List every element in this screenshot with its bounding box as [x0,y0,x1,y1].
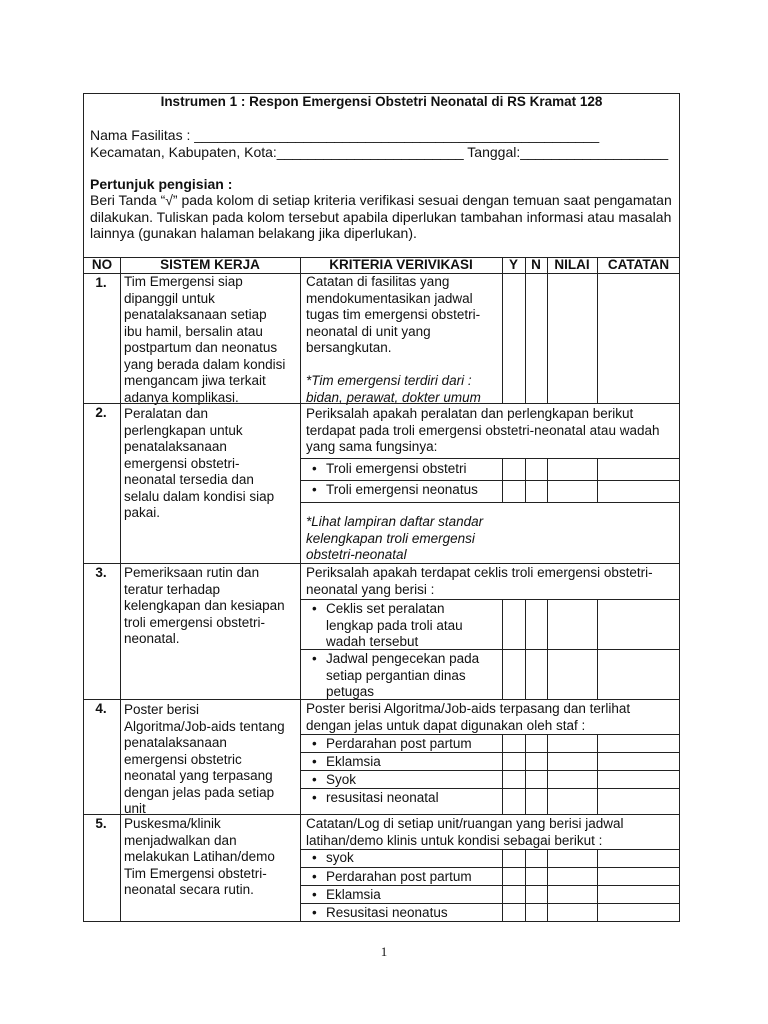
col-divider [525,849,526,922]
header-y: Y [508,257,518,272]
checklist-item: • Syok [300,772,502,789]
kriteria-cell: Catatan di fasilitas yang mendokumentasikan jadwal tugas tim emergensi obstetri- neonatal di unit yang bersangkutan. [306,274,481,355]
sub-row-divider [300,734,680,735]
col-divider [547,458,548,502]
col-divider [597,599,598,699]
kriteria-cell: Periksalah apakah terdapat ceklis troli emergensi obstetri- neonatal yang berisi : [306,565,653,597]
header-kriteria: KRITERIA VERIVIKASI [329,257,473,272]
sub-row-divider [300,649,680,650]
header-no: NO [91,257,113,272]
col-divider [502,599,503,699]
sistem-kerja-cell: Poster berisi Algoritma/Job-aids tentang penatalaksanaan emergensi obstetric neonatal yang terpasang dengan jelas pada setiap unit [124,702,285,816]
kriteria-cell: Poster berisi Algoritma/Job-aids terpasang dan terlihat dengan jelas untuk dapat digunakan oleh staf : [306,701,631,733]
col-divider [547,599,548,699]
col-divider [597,257,598,403]
header-nilai: NILAI [554,257,590,272]
sistem-kerja-cell: Pemeriksaan rutin dan teratur terhadap kelengkapan dan kesiapan troli emergensi obstetri- neonatal. [124,565,285,646]
document-title: Instrumen 1 : Respon Emergensi Obstetri Neonatal di RS Kramat 128 [160,94,603,109]
row-divider [84,814,680,815]
col-divider [547,849,548,922]
checklist-item: • Eklamsia [300,754,502,771]
row-divider [84,403,680,404]
petunjuk-heading: Pertunjuk pengisian : [90,176,233,192]
row-number: 2. [95,405,107,420]
sistem-kerja-cell: Puskesma/klinik menjadwalkan dan melakukan Latihan/demo Tim Emergensi obstetri- neonatal secara rutin. [124,816,275,897]
nama-fasilitas-field: Nama Fasilitas : ____________________________________________________ [90,127,600,143]
header-sistem-kerja: SISTEM KERJA [160,257,260,272]
col-divider [525,458,526,502]
petunjuk-line: dilakukan. Tuliskan pada kolom tersebut apabila diperlukan tambahan informasi atau masalah [90,209,672,225]
col-divider [547,257,548,403]
row-divider [84,563,680,564]
header-catatan: CATATAN [607,257,670,272]
col-divider [547,734,548,814]
sub-row-divider [300,458,680,459]
checklist-item: • Perdarahan post partum [300,869,502,886]
col-divider [525,257,526,403]
sub-row-divider [300,788,680,789]
sub-row-divider [300,770,680,771]
col-divider [525,734,526,814]
checklist-item: • Eklamsia [300,887,502,904]
checklist-item: • resusitasi neonatal [300,790,502,807]
sistem-kerja-cell: Tim Emergensi siap dipanggil untuk penatalaksanaan setiap ibu hamil, bersalin atau postpartum dan neonatus yang berada dalam kondisi mengancam jiwa terkait adanya komplikasi. [124,274,286,405]
page-number: 1 [380,944,388,959]
col-divider [502,257,503,403]
sub-row-divider [300,867,680,868]
sub-row-divider [300,752,680,753]
col-divider [502,734,503,814]
checklist-item: • Ceklis set peralatan lengkap pada troli atau wadah tersebut [300,601,502,651]
kriteria-cell: Periksalah apakah peralatan dan perlengkapan berikut terdapat pada troli emergensi obstetri-neonatal atau wadah yang sama fungsinya: [306,406,660,454]
checklist-item: • syok [300,850,502,867]
checklist-item: • Troli emergensi neonatus [300,482,502,499]
col-divider [502,849,503,922]
sub-row-divider [300,480,680,481]
checklist-item: • Troli emergensi obstetri [300,461,502,478]
sub-row-divider [300,502,680,503]
col-divider [597,849,598,922]
col-divider [597,458,598,502]
checklist-item: • Perdarahan post partum [300,736,502,753]
col-divider [525,599,526,699]
sub-row-divider [300,885,680,886]
row-number: 5. [95,816,107,831]
col-divider [597,734,598,814]
checklist-item: • Resusitasi neonatus [300,905,502,922]
checklist-item: • Jadwal pengecekan pada setiap pergantian dinas petugas [300,651,502,701]
kriteria-note: *Lihat lampiran daftar standar kelengkapan troli emergensi obstetri-neonatal [306,514,484,562]
kecamatan-field: Kecamatan, Kabupaten, Kota:________________________ Tanggal:___________________ [90,144,669,160]
col-divider [502,458,503,502]
kriteria-cell: Catatan/Log di setiap unit/ruangan yang berisi jadwal latihan/demo klinis untuk kondisi sebagai berikut : [306,816,624,848]
col-divider [120,257,121,922]
kriteria-note: *Tim emergensi terdiri dari : bidan, perawat, dokter umum [306,373,481,405]
sistem-kerja-cell: Peralatan dan perlengkapan untuk penatalaksanaan emergensi obstetri- neonatal tersedia dan selalu dalam kondisi siap pakai. [124,406,275,520]
row-number: 1. [95,275,107,290]
sub-row-divider [300,599,680,600]
header-n: N [531,257,541,272]
sub-row-divider [300,903,680,904]
col-divider [300,257,301,922]
petunjuk-line: lainnya (gunakan halaman belakang jika diperlukan). [90,225,417,241]
row-number: 4. [95,701,107,716]
petunjuk-line: Beri Tanda “√” pada kolom di setiap kriteria verifikasi sesuai dengan temuan saat pengamatan [90,192,672,208]
row-number: 3. [95,565,107,580]
row-divider [84,699,680,700]
